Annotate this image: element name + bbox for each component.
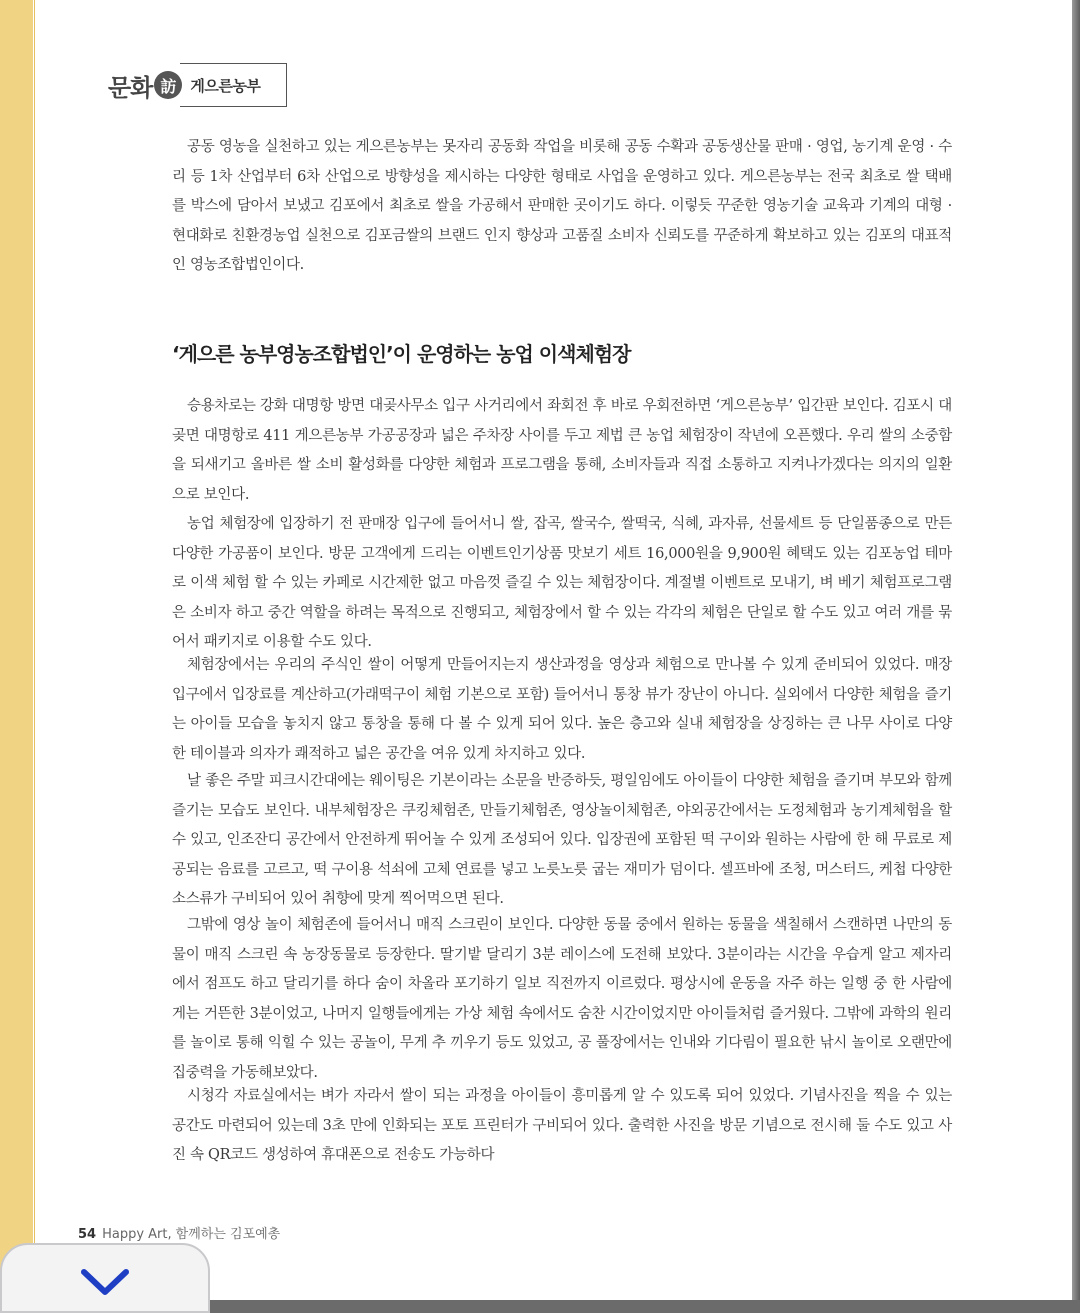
collapse-tab-button[interactable] (0, 1243, 210, 1313)
page-edge (1072, 0, 1080, 1300)
body-paragraph: 날 좋은 주말 피크시간대에는 웨이팅은 기본이라는 소문을 반증하듯, 평일임에도 아이들이 다양한 체험을 즐기며 부모와 함께 즐기는 모습도 보인다. 내부체험장은 쿠킹체험존, 만들기체험존, 영상놀이체험존, 야외공간에서는 도정체험과 농기계체험을 할 수 있고, 인조잔디 공간에서 안전하게 뛰어놀 수 있게 조성되어 있다. 입장권에 포함된 떡 구이와 원하는 사람에 한 해 무료로 제공되는 음료를 고르고, 떡 구이용 석쇠에 고체 연료를 넣고 노릇노릇 굽는 재미가 덤이다. 셀프바에 조청, 머스터드, 케첩 다양한 소스류가 구비되어 있어 취향에 맞게 찍어먹으면 된다. (172, 773, 952, 907)
decorative-side-line (34, 0, 35, 1300)
decorative-side-bar (0, 0, 33, 1300)
page-footer (78, 1223, 280, 1242)
page-number: 54 (78, 1227, 97, 1242)
body-paragraph: 체험장에서는 우리의 주식인 쌀이 어떻게 만들어지는지 생산과정을 영상과 체험으로 만나볼 수 있게 준비되어 있었다. 매장 입구에서 입장료를 계산하고(가래떡구이 체험 기본으로 포함) 들어서니 통창 뷰가 장난이 아니다. 실외에서 다양한 체험을 즐기는 아이들 모습을 놓치지 않고 통창을 통해 다 볼 수 있게 되어 있다. 높은 층고와 실내 체험장을 상징하는 큰 나무 사이로 다양한 테이블과 의자가 쾌적하고 넓은 공간을 여유 있게 차지하고 있다. (172, 657, 952, 762)
publication-subtitle: 함께하는 김포예총 (175, 1227, 281, 1242)
section-name: 게으른농부 (180, 63, 287, 107)
publication-name: Happy Art, (102, 1227, 172, 1242)
section-header (108, 63, 287, 107)
body-paragraph: 시청각 자료실에서는 벼가 자라서 쌀이 되는 과정을 아이들이 흥미롭게 알 수 있도록 되어 있었다. 기념사진을 찍을 수 있는 공간도 마련되어 있는데 3초 만에 인화되는 포토 프린터가 구비되어 있다. 출력한 사진을 방문 기념으로 전시해 둘 수도 있고 사진 속 QR코드 생성하여 휴대폰으로 전송도 가능하다 (172, 1088, 952, 1163)
chevron-down-icon[interactable] (79, 1267, 131, 1297)
body-paragraph: 승용차로는 강화 대명항 방면 대곶사무소 입구 사거리에서 좌회전 후 바로 우회전하면 ‘게으른농부’ 입간판 보인다. 김포시 대곶면 대명항로 411 게으른농부 가공공장과 넓은 주차장 사이를 두고 제법 큰 농업 체험장이 작년에 오픈했다. 우리 쌀의 소중함을 되새기고 올바른 쌀 소비 활성화를 다양한 체험과 프로그램을 통해, 소비자들과 직접 소통하고 지켜나가겠다는 의지의 일환으로 보인다. (172, 398, 952, 503)
section-label: 문화 (108, 73, 153, 102)
body-paragraph: 그밖에 영상 놀이 체험존에 들어서니 매직 스크린이 보인다. 다양한 동물 중에서 원하는 동물을 색칠해서 스캔하면 나만의 동물이 매직 스크린 속 농장동물로 등장한다. 딸기밭 달리기 3분 레이스에 도전해 보았다. 3분이라는 시간을 우습게 알고 제자리에서 점프도 하고 달리기를 하다 숨이 차올라 포기하기 일보 직전까지 이르렀다. 평상시에 운동을 자주 하는 일행 중 한 사람에게는 거뜬한 3분이었고, 나머지 일행들에게는 가상 체험 속에서도 숨찬 시간이었지만 아이들처럼 즐거웠다. 그밖에 과학의 원리를 놀이로 통해 익힐 수 있는 공놀이, 무게 추 끼우기 등도 있었고, 공 풀장에서는 인내와 기다림이 필요한 낚시 놀이로 오랜만에 집중력을 가동해보았다. (172, 917, 952, 1081)
article-subheading: ‘게으른 농부영농조합법인’이 운영하는 농업 이색체험장 (172, 342, 631, 366)
section-badge: 訪 (154, 71, 182, 99)
intro-paragraph: 공동 영농을 실천하고 있는 게으른농부는 못자리 공동화 작업을 비롯해 공동 수확과 공동생산물 판매 · 영업, 농기계 운영 · 수리 등 1차 산업부터 6차 산업으로 방향성을 제시하는 다양한 형태로 사업을 운영하고 있다. 게으른농부는 전국 최초로 쌀 택배를 박스에 담아서 보냈고 김포에서 최초로 쌀을 가공해서 판매한 곳이기도 하다. 이렇듯 꾸준한 영농기술 교육과 기계의 대형 · 현대화로 친환경농업 실천으로 김포금쌀의 브랜드 인지 향상과 고품질 소비자 신뢰도를 꾸준하게 확보하고 있는 김포의 대표적인 영농조합법인이다. (172, 139, 952, 273)
body-paragraph: 농업 체험장에 입장하기 전 판매장 입구에 들어서니 쌀, 잡곡, 쌀국수, 쌀떡국, 식혜, 과자류, 선물세트 등 단일품종으로 만든 다양한 가공품이 보인다. 방문 고객에게 드리는 이벤트인기상품 맛보기 세트 16,000원을 9,900원 혜택도 있는 김포농업 테마로 이색 체험 할 수 있는 카페로 시간제한 없고 마음껏 즐길 수 있는 체험장이다. 계절별 이벤트로 모내기, 벼 베기 체험프로그램은 소비자 하고 중간 역할을 하려는 목적으로 진행되고, 체험장에서 할 수 있는 각각의 체험은 단일로 할 수도 있고 여러 개를 묶어서 패키지로 이용할 수도 있다. (172, 516, 952, 650)
